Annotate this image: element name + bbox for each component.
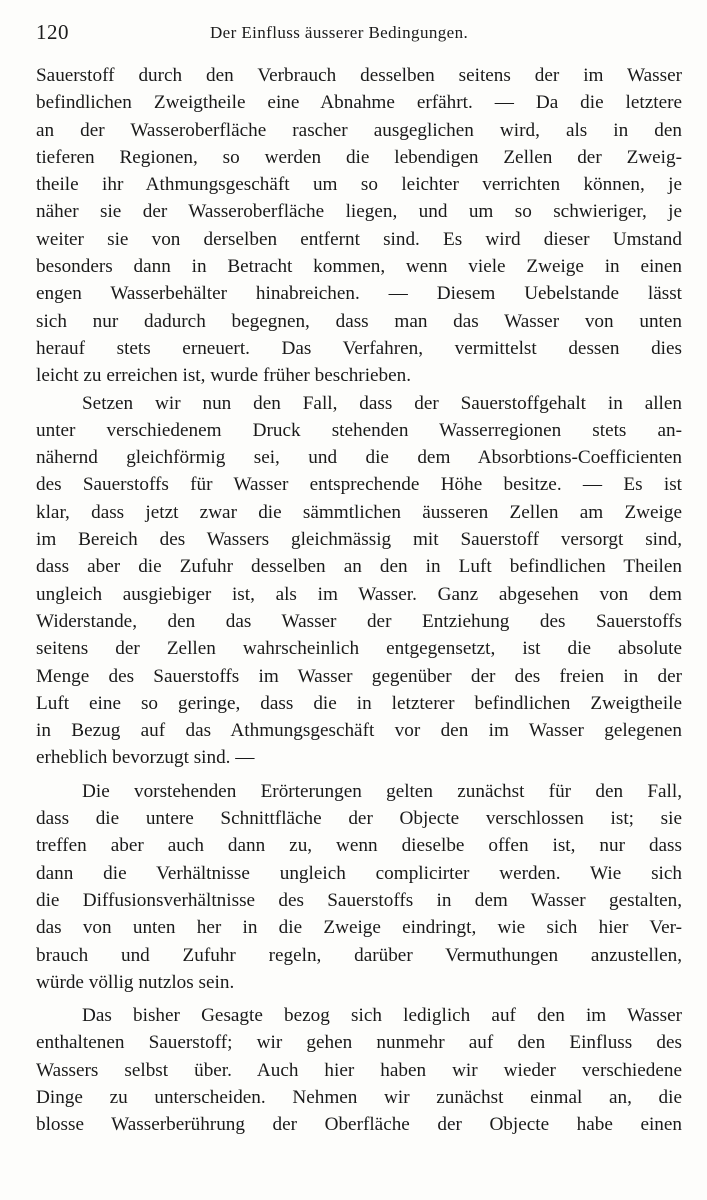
text-line: seitens der Zellen wahrscheinlich entgegensetzt, ist die absolute [36,638,682,660]
paragraph [36,390,682,772]
text-line: sich nur dadurch begegnen, dass man das Wasser von unten [36,310,682,332]
text-line: Setzen wir nun den Fall, dass der Sauerstoffgehalt in allen [82,392,682,414]
text-line: des Sauerstoffs für Wasser entsprechende Höhe besitze. — Es ist [36,474,682,496]
text-line: brauch und Zufuhr regeln, darüber Vermuthungen anzustellen, [36,944,682,966]
page-number: 120 [36,20,69,44]
running-head: Der Einfluss äusserer Bedingungen. [210,23,469,42]
text-line: im Bereich des Wassers gleichmässig mit Sauerstoff versorgt sind, [36,529,682,551]
text-line: dann die Verhältnisse ungleich complicirter werden. Wie sich [36,862,682,884]
text-line: herauf stets erneuert. Das Verfahren, vermittelst dessen dies [36,337,682,359]
text-line: dass aber die Zufuhr desselben an den in Luft befindlichen Theilen [36,556,682,578]
text-line: enthaltenen Sauerstoff; wir gehen nunmehr auf den Einfluss des [36,1032,682,1054]
page-header [36,18,676,48]
text-line: Dinge zu unterscheiden. Nehmen wir zunächst einmal an, die [36,1086,682,1108]
text-line: klar, dass jetzt zwar die sämmtlichen äusseren Zellen am Zweige [36,501,682,523]
text-line: würde völlig nutzlos sein. [36,971,235,993]
text-line: theile ihr Athmungsgeschäft um so leichter verrichten können, je [36,174,682,196]
text-line: dass die untere Schnittfläche der Objecte verschlossen ist; sie [36,808,682,830]
paragraph [36,1002,682,1138]
text-line: Menge des Sauerstoffs im Wasser gegenüber der des freien in der [36,665,682,687]
paragraph [36,62,682,390]
text-line: treffen aber auch dann zu, wenn dieselbe offen ist, nur dass [36,835,682,857]
text-line: Das bisher Gesagte bezog sich lediglich auf den im Wasser [82,1005,682,1027]
text-line: Sauerstoff durch den Verbrauch desselben seitens der im Wasser [36,65,682,86]
paragraph [36,778,682,996]
text-line: besonders dann in Betracht kommen, wenn viele Zweige in einen [36,256,682,278]
text-line: Luft eine so geringe, dass die in letzterer befindlichen Zweigtheile [36,692,682,714]
text-line: Wassers selbst über. Auch hier haben wir wieder verschiedene [36,1059,682,1081]
text-line: leicht zu erreichen ist, wurde früher beschrieben. [36,365,412,387]
text-line: die Diffusionsverhältnisse des Sauerstoffs in dem Wasser gestalten, [36,889,682,911]
text-line: weiter sie von derselben entfernt sind. Es wird dieser Umstand [36,228,682,250]
body-text [36,62,682,1139]
text-line: befindlichen Zweigtheile eine Abnahme erfährt. — Da die letztere [36,92,682,114]
text-line: das von unten her in die Zweige eindringt, wie sich hier Ver- [36,917,682,939]
text-line: engen Wasserbehälter hinabreichen. — Diesem Uebelstande lässt [36,283,682,305]
text-line: erheblich bevorzugt sind. — [36,747,255,769]
text-line: ungleich ausgiebiger ist, als im Wasser. Ganz abgesehen von dem [36,583,682,605]
text-line: Die vorstehenden Erörterungen gelten zunächst für den Fall, [82,780,682,802]
text-line: nähernd gleichförmig sei, und die dem Absorbtions-Coefficienten [36,447,682,469]
text-line: unter verschiedenem Druck stehenden Wasserregionen stets an- [36,419,682,441]
text-line: Widerstande, den das Wasser der Entziehung des Sauerstoffs [36,610,682,632]
text-line: näher sie der Wasseroberfläche liegen, und um so schwieriger, je [36,201,682,223]
text-line: in Bezug auf das Athmungsgeschäft vor den im Wasser gelegenen [36,720,682,742]
text-line: blosse Wasserberührung der Oberfläche der Objecte habe einen [36,1114,682,1136]
text-line: tieferen Regionen, so werden die lebendigen Zellen der Zweig- [36,146,682,168]
text-line: an der Wasseroberfläche rascher ausgeglichen wird, als in den [36,119,682,141]
